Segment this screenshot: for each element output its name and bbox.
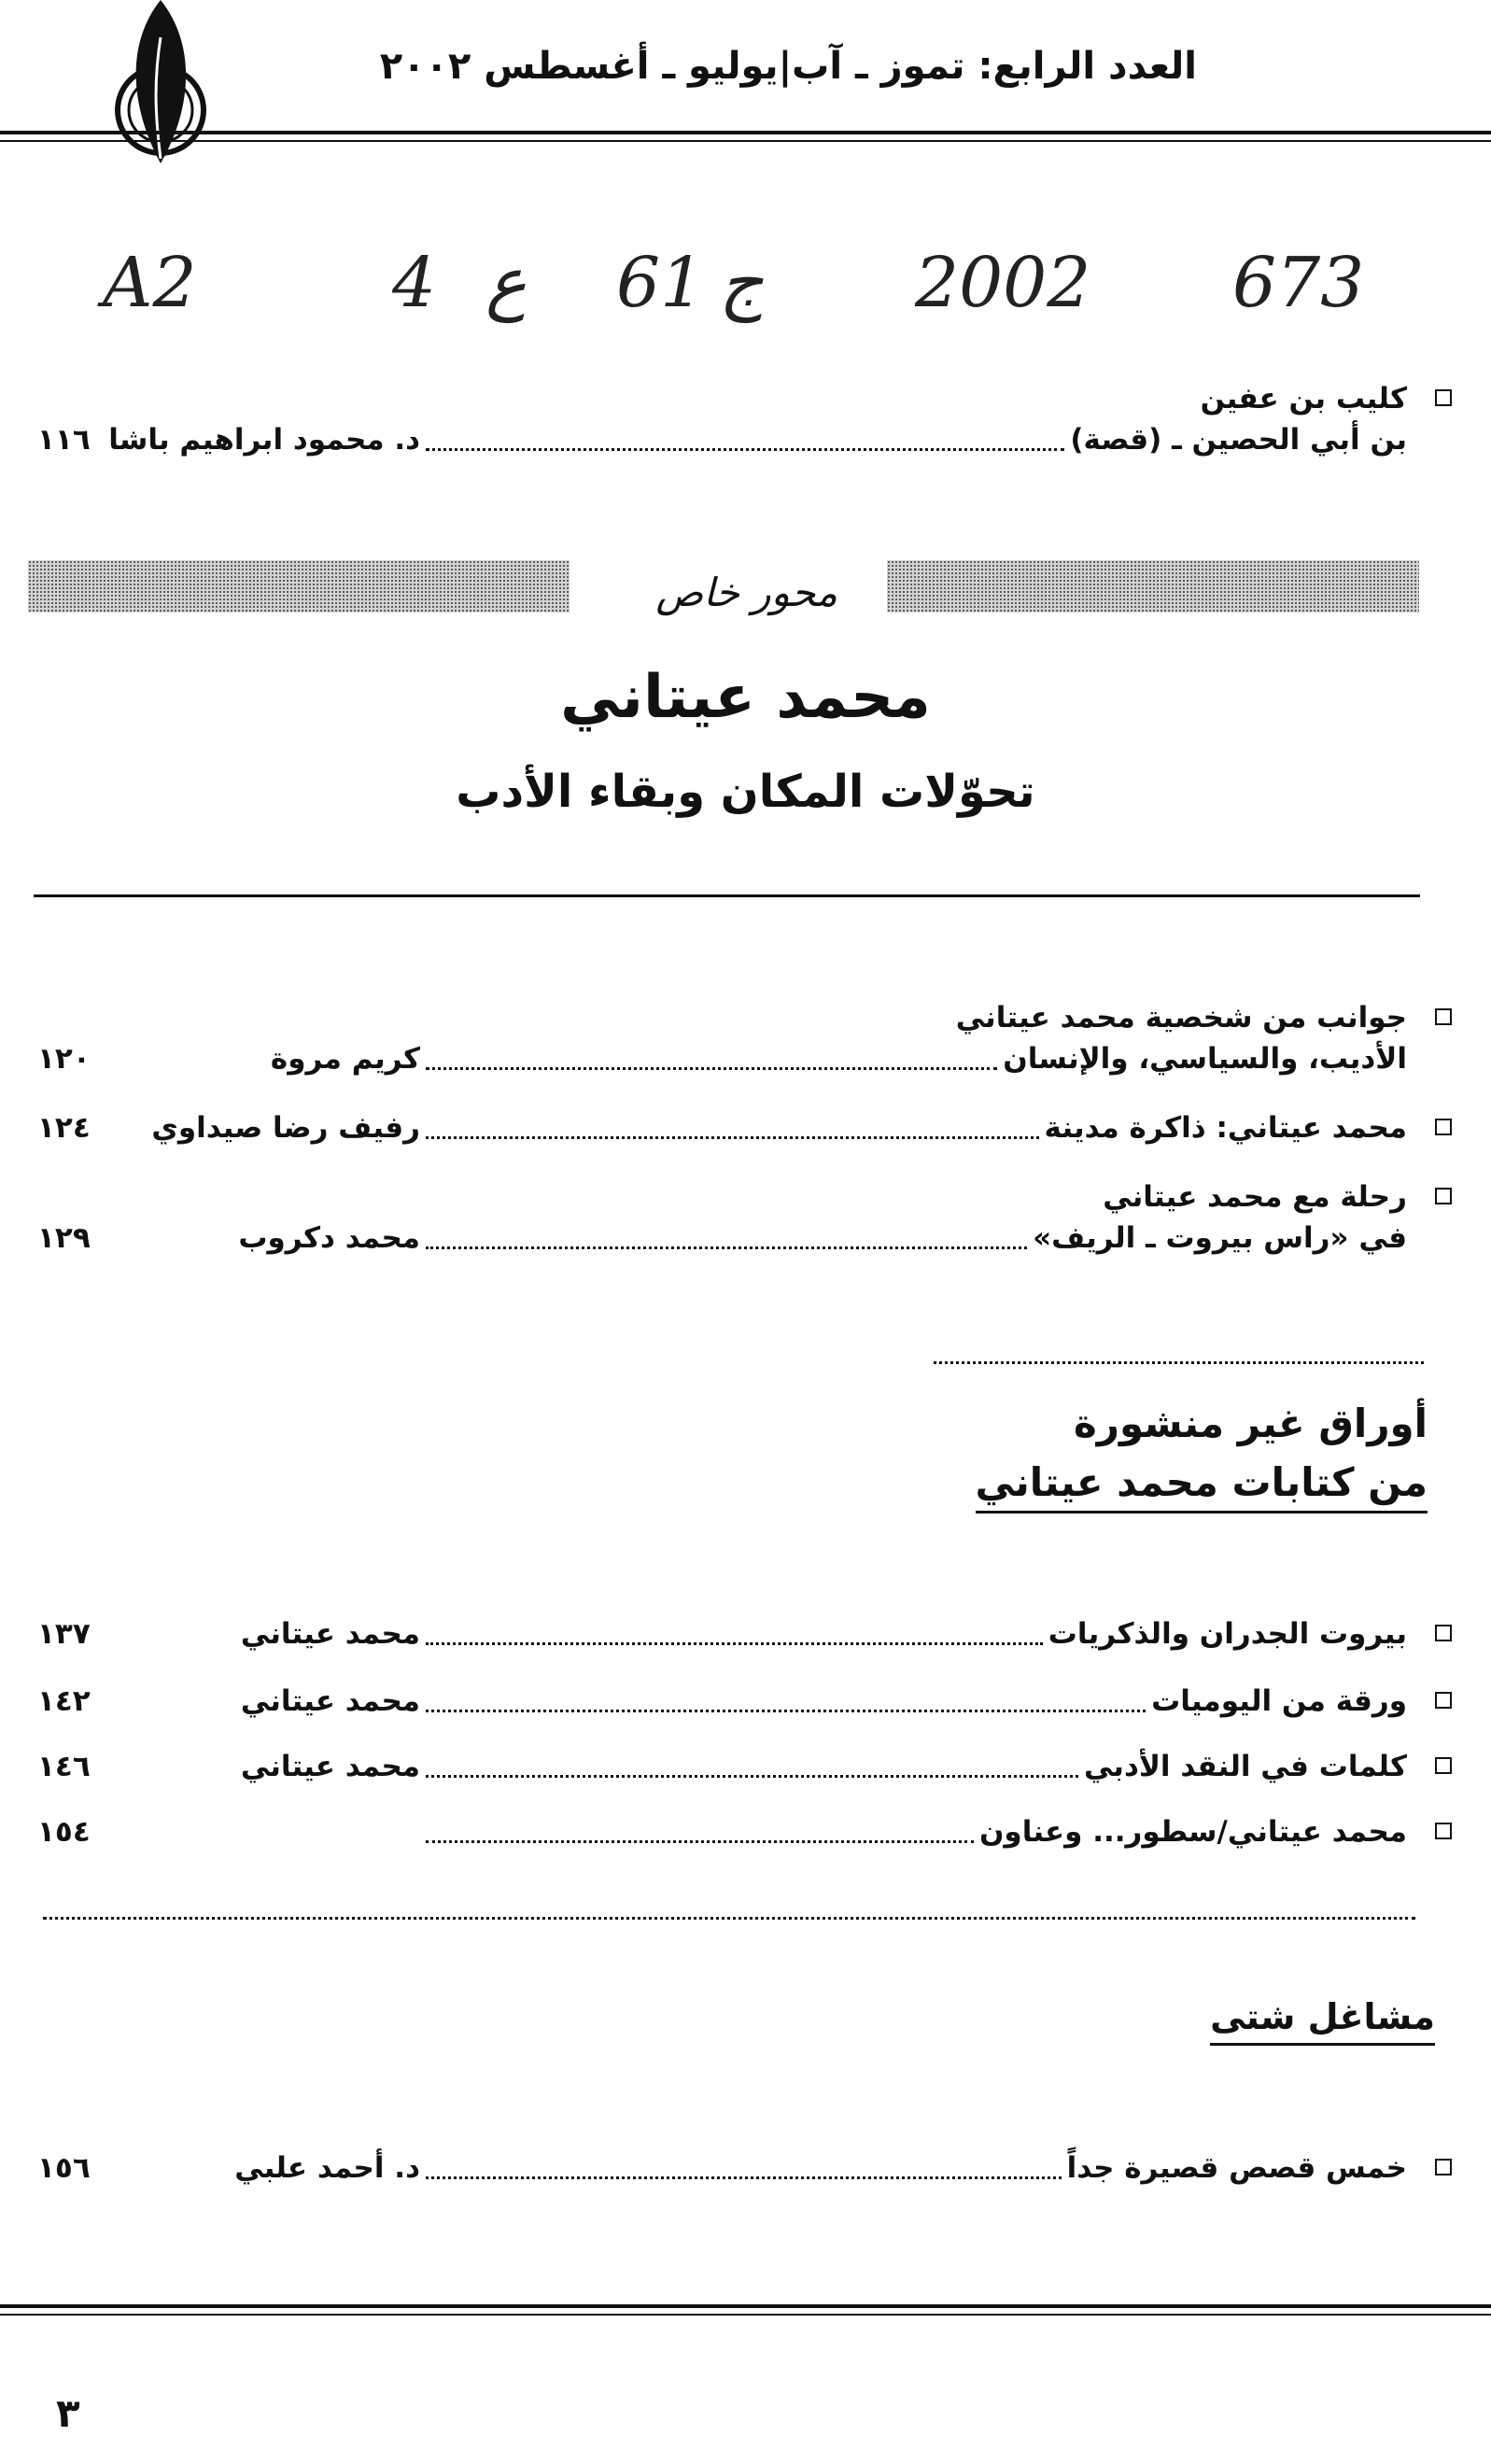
bullet-box-icon [1435,1625,1452,1641]
bullet-box-icon [1435,1008,1452,1025]
entry-page: ١٢٠ [37,1042,91,1076]
handwritten-mark: A2 [103,243,197,323]
leader-dots [426,1136,1039,1139]
entry-title: خمس قصص قصيرة جداً [1066,2151,1407,2185]
entry-title: ورقة من اليوميات [1151,1684,1407,1718]
section-dotted-rule [934,1361,1424,1364]
handwritten-note [0,224,1491,355]
entry-title: محمد عيتاني: ذاكرة مدينة [1044,1111,1407,1145]
toc-entry[interactable] [37,997,1407,1079]
special-section-label: محور خاص [655,570,837,615]
entry-page: ١٣٧ [37,1617,91,1651]
section-rule [34,894,1420,897]
entry-page: ١٢٤ [37,1111,91,1145]
entry-title-line1: رحلة مع محمد عيتاني [1103,1180,1407,1214]
entry-author: محمد دكروب [238,1221,420,1255]
leader-dots [426,1067,997,1070]
entry-page: ١٢٩ [37,1221,91,1255]
leader-dots [426,1775,1078,1778]
entry-page: ١١٦ [37,423,91,457]
header-rule [0,131,1491,134]
issue-line: العدد الرابع: تموز ـ آب|يوليو ـ أغسطس ٢٠٠٢ [379,45,1197,88]
entry-author: د. أحمد علبي [234,2151,420,2185]
unpublished-heading-line2: من كتابات محمد عيتاني [976,1459,1428,1514]
handwritten-mark: ع [485,243,527,323]
bullet-box-icon [1435,1823,1452,1839]
magazine-logo-icon [105,0,217,187]
entry-page: ١٤٦ [37,1750,91,1783]
bullet-box-icon [1435,1692,1452,1709]
entry-author: كريم مروة [270,1042,420,1076]
entry-page: ١٥٤ [37,1815,91,1849]
bullet-box-icon [1435,1119,1452,1135]
bullet-box-icon [1435,1757,1452,1774]
entry-title: بن أبي الحصين ـ (قصة) [1070,423,1407,457]
bullet-box-icon [1435,389,1452,406]
handwritten-mark: ج [719,243,764,323]
entry-title: في «راس بيروت ـ الريف» [1033,1221,1407,1255]
toc-entry[interactable] [37,1681,1407,1722]
entry-page: ١٤٢ [37,1684,91,1718]
toc-entry[interactable] [37,378,1407,460]
leader-dots [426,1642,1043,1645]
entry-author: محمد عيتاني [240,1750,420,1783]
handwritten-mark: 2002 [915,243,1091,323]
toc-entry[interactable] [37,1811,1407,1852]
footer-rule [0,2304,1491,2308]
handwritten-mark: 673 [1232,243,1365,323]
leader-dots [426,1710,1146,1712]
toc-entry[interactable] [37,2147,1407,2189]
entry-author: د. محمود ابراهيم باشا [108,423,420,457]
leader-dots [426,1840,974,1843]
entry-title: بيروت الجدران والذكريات [1048,1617,1407,1651]
entry-page: ١٥٦ [37,2151,91,2185]
bullet-box-icon [1435,2159,1452,2175]
leader-dots [426,1246,1027,1249]
header-rule-thin [0,140,1491,142]
leader-dots [426,2176,1062,2179]
toc-entry[interactable] [37,1613,1407,1654]
entry-title-line1: كليب بن عفين [1200,382,1407,415]
special-subtitle: تحوّلات المكان وبقاء الأدب [456,766,1035,818]
footer-rule-thin [0,2314,1491,2316]
handwritten-mark: 61 [616,243,705,323]
entry-author: رفيف رضا صيداوي [151,1111,420,1145]
entry-title-line1: جوانب من شخصية محمد عيتاني [955,1001,1407,1035]
banner-band-right [887,560,1419,612]
handwritten-mark: 4 [392,243,437,323]
entry-author: محمد عيتاني [240,1684,420,1718]
section-dotted-rule [43,1917,1415,1920]
toc-entry[interactable] [37,1107,1407,1148]
misc-heading: مشاغل شتى [1210,1996,1435,2046]
banner-band-left [28,560,570,612]
toc-entry[interactable] [37,1746,1407,1787]
entry-author: محمد عيتاني [240,1617,420,1651]
bullet-box-icon [1435,1188,1452,1204]
toc-entry[interactable] [37,1176,1407,1259]
unpublished-heading-line1: أوراق غير منشورة [1073,1401,1428,1446]
page-number: ٣ [56,2390,80,2436]
entry-title: الأديب، والسياسي، والإنسان [1003,1042,1407,1076]
leader-dots [426,448,1064,451]
entry-title: محمد عيتاني/سطور... وعناون [978,1815,1407,1849]
entry-title: كلمات في النقد الأدبي [1083,1750,1407,1783]
special-title: محمد عيتاني [560,663,931,732]
